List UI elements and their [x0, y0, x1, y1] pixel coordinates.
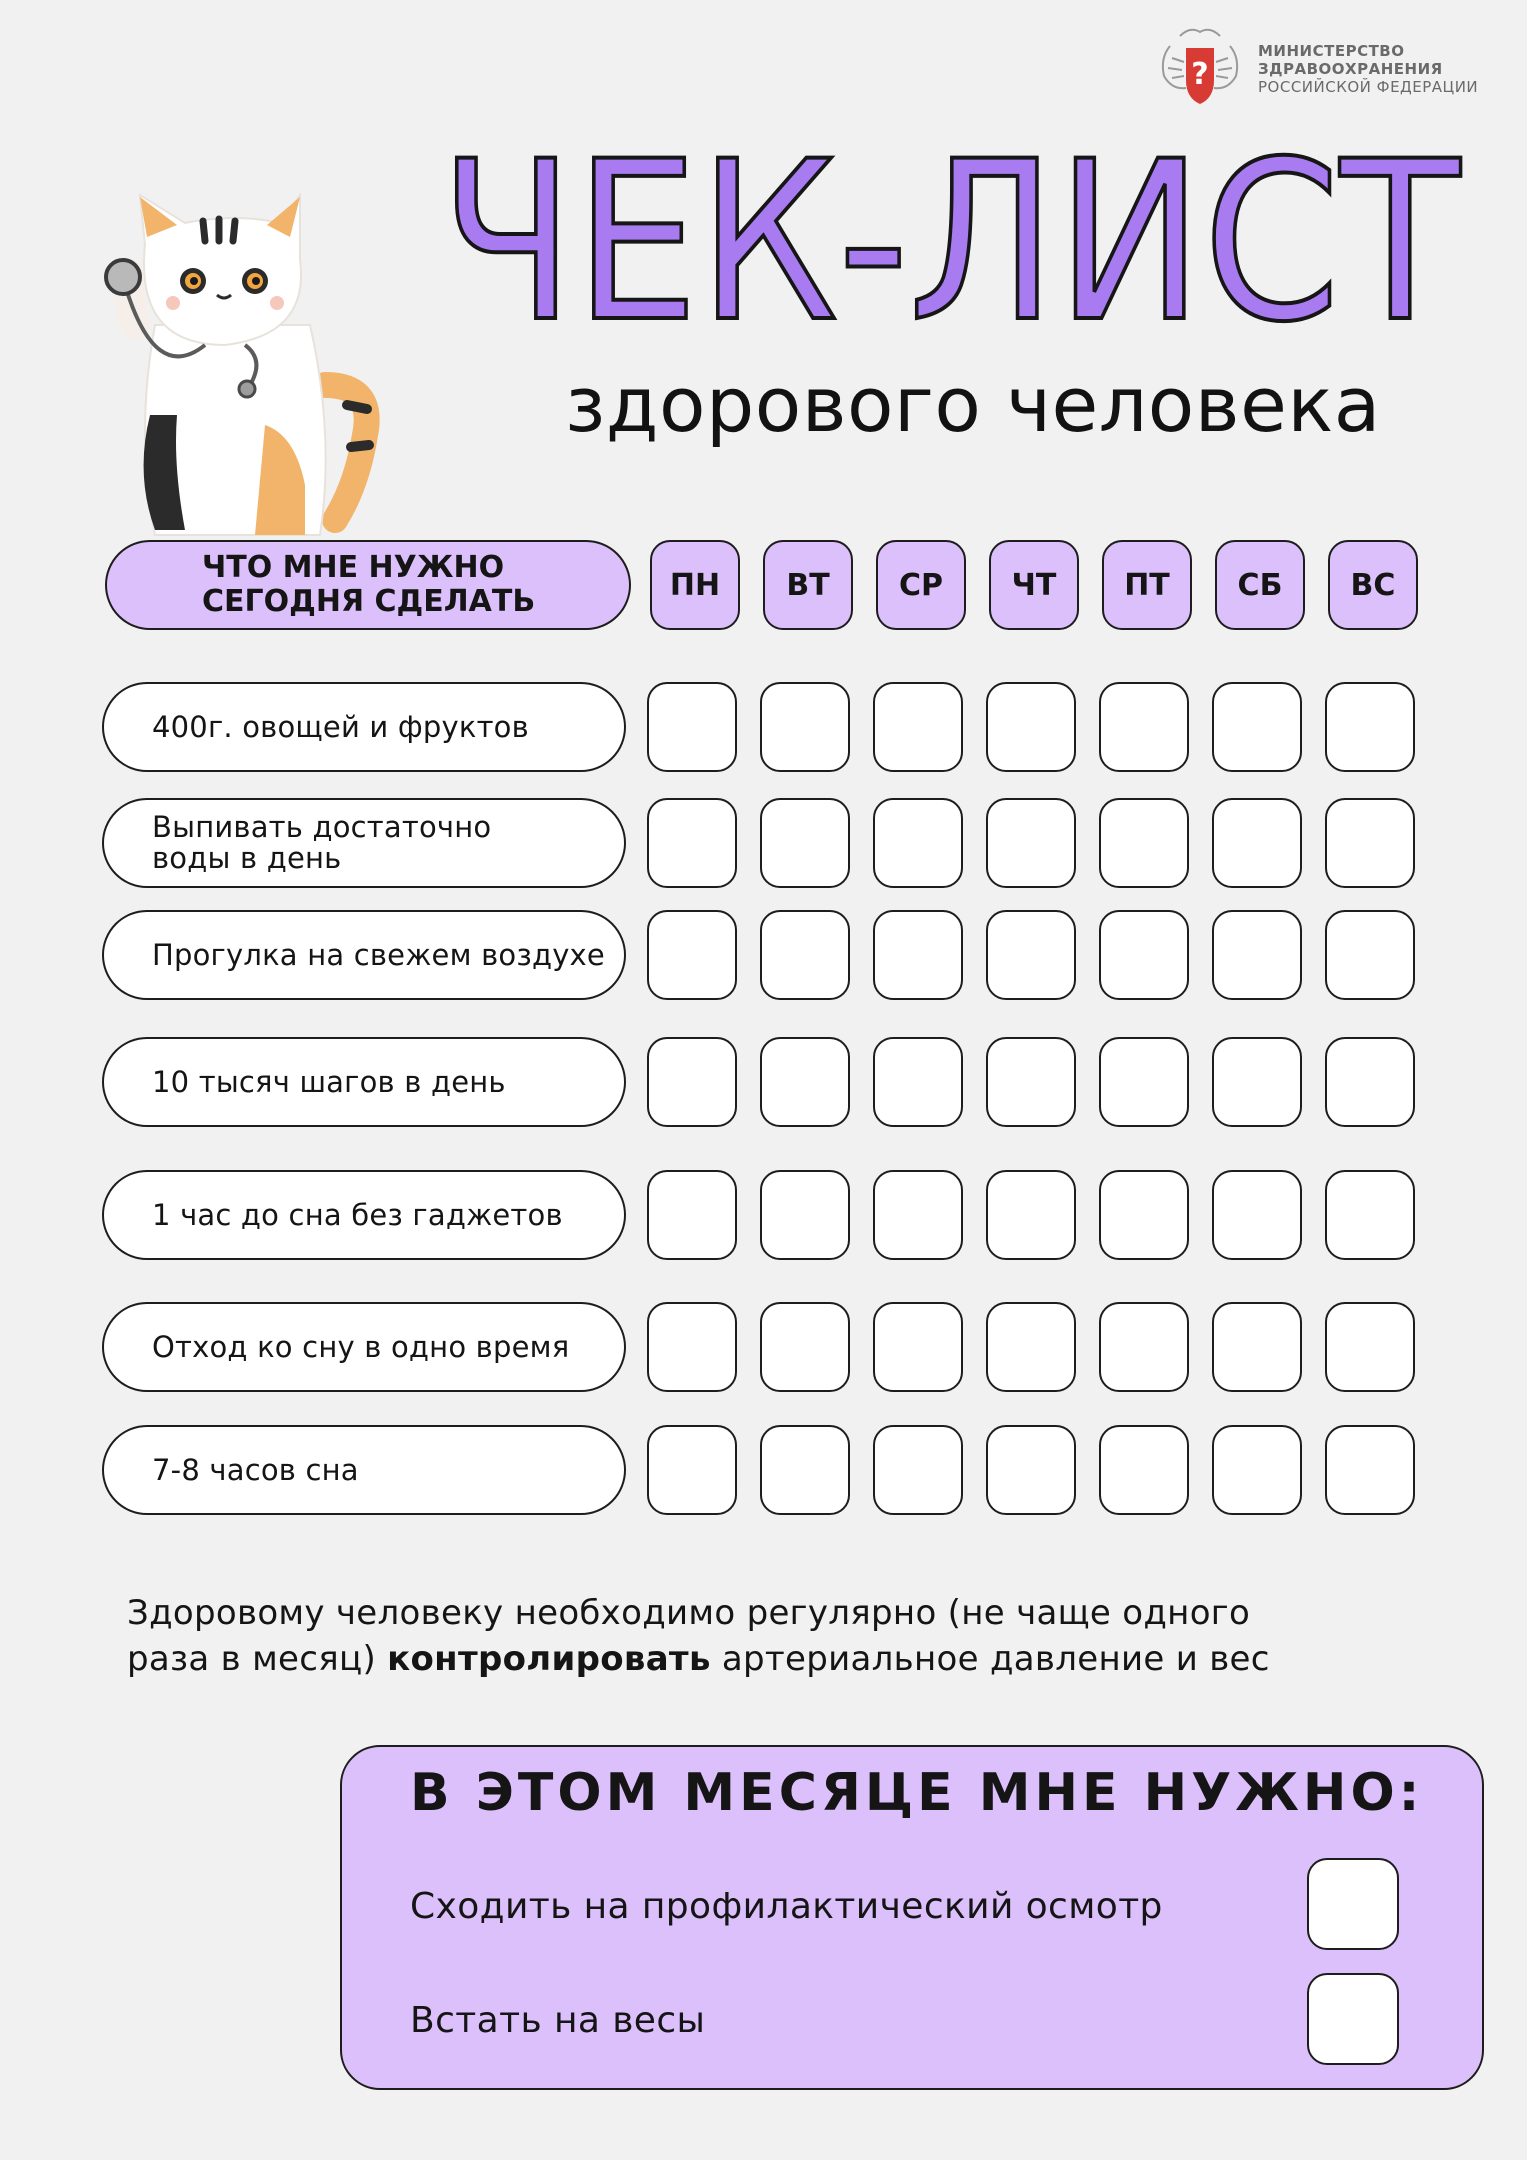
- checkbox-task-2-fri[interactable]: [1099, 798, 1189, 888]
- svg-text:?: ?: [1191, 57, 1209, 92]
- checkbox-task-1-thu[interactable]: [986, 682, 1076, 772]
- month-title: В ЭТОМ МЕСЯЦЕ МНЕ НУЖНО:: [410, 1763, 1424, 1823]
- ministry-line-1: МИНИСТЕРСТВО: [1258, 42, 1405, 60]
- checkbox-task-6-wed[interactable]: [873, 1302, 963, 1392]
- checkbox-task-1-tue[interactable]: [760, 682, 850, 772]
- day-header-wed: СР: [876, 540, 966, 630]
- task-label: 400г. овощей и фруктов: [152, 709, 529, 744]
- checkbox-task-3-tue[interactable]: [760, 910, 850, 1000]
- month-item-weigh: Встать на весы: [410, 2000, 706, 2041]
- task-label: Прогулка на свежем воздухе: [152, 937, 605, 972]
- checkbox-task-4-wed[interactable]: [873, 1037, 963, 1127]
- task-row-4: [102, 1037, 626, 1127]
- checkbox-task-3-mon[interactable]: [647, 910, 737, 1000]
- checkbox-task-7-wed[interactable]: [873, 1425, 963, 1515]
- checkbox-task-6-tue[interactable]: [760, 1302, 850, 1392]
- day-header-fri: ПТ: [1102, 540, 1192, 630]
- task-row-3: [102, 910, 626, 1000]
- task-row-7: [102, 1425, 626, 1515]
- checkbox-task-6-fri[interactable]: [1099, 1302, 1189, 1392]
- todo-header-label: ЧТО МНЕ НУЖНО СЕГОДНЯ СДЕЛАТЬ: [202, 550, 536, 619]
- page-subtitle: здорового человека: [565, 360, 1381, 449]
- checkbox-task-7-sat[interactable]: [1212, 1425, 1302, 1515]
- task-label: 10 тысяч шагов в день: [152, 1064, 506, 1099]
- checkbox-task-5-thu[interactable]: [986, 1170, 1076, 1260]
- day-header-thu: ЧТ: [989, 540, 1079, 630]
- checkbox-task-6-sat[interactable]: [1212, 1302, 1302, 1392]
- checkbox-task-2-thu[interactable]: [986, 798, 1076, 888]
- checkbox-task-5-fri[interactable]: [1099, 1170, 1189, 1260]
- checkbox-task-4-sun[interactable]: [1325, 1037, 1415, 1127]
- checkbox-task-7-sun[interactable]: [1325, 1425, 1415, 1515]
- checkbox-task-4-fri[interactable]: [1099, 1037, 1189, 1127]
- health-note: [127, 1590, 1327, 1682]
- task-label: Отход ко сну в одно время: [152, 1329, 570, 1364]
- task-row-2: [102, 798, 626, 888]
- checkbox-task-4-thu[interactable]: [986, 1037, 1076, 1127]
- task-label: 7-8 часов сна: [152, 1452, 359, 1487]
- checkbox-task-7-tue[interactable]: [760, 1425, 850, 1515]
- checkbox-task-7-thu[interactable]: [986, 1425, 1076, 1515]
- checkbox-task-5-mon[interactable]: [647, 1170, 737, 1260]
- checkbox-task-6-thu[interactable]: [986, 1302, 1076, 1392]
- todo-header: [105, 540, 631, 630]
- task-row-6: [102, 1302, 626, 1392]
- checkbox-task-5-tue[interactable]: [760, 1170, 850, 1260]
- checkbox-task-6-mon[interactable]: [647, 1302, 737, 1392]
- day-header-sun: ВС: [1328, 540, 1418, 630]
- checkbox-task-5-sat[interactable]: [1212, 1170, 1302, 1260]
- task-label: Выпивать достаточно воды в день: [152, 810, 492, 875]
- checkbox-task-4-mon[interactable]: [647, 1037, 737, 1127]
- ministry-line-3: РОССИЙСКОЙ ФЕДЕРАЦИИ: [1258, 78, 1479, 96]
- checkbox-task-3-wed[interactable]: [873, 910, 963, 1000]
- checkbox-task-3-sun[interactable]: [1325, 910, 1415, 1000]
- task-row-5: [102, 1170, 626, 1260]
- checkbox-task-1-sun[interactable]: [1325, 682, 1415, 772]
- checkbox-task-1-fri[interactable]: [1099, 682, 1189, 772]
- day-header-sat: СБ: [1215, 540, 1305, 630]
- checkbox-task-2-wed[interactable]: [873, 798, 963, 888]
- day-header-tue: ВТ: [763, 540, 853, 630]
- note-bold-word: контролировать: [387, 1639, 711, 1679]
- page-title: [430, 150, 1470, 340]
- coat-of-arms-icon: [1150, 18, 1250, 118]
- checkbox-task-1-mon[interactable]: [647, 682, 737, 772]
- checkbox-task-7-fri[interactable]: [1099, 1425, 1189, 1515]
- checkbox-task-2-mon[interactable]: [647, 798, 737, 888]
- title-text: ЧЕК-ЛИСТ: [440, 150, 1462, 340]
- checkbox-task-1-wed[interactable]: [873, 682, 963, 772]
- day-header-mon: ПН: [650, 540, 740, 630]
- checkbox-task-2-tue[interactable]: [760, 798, 850, 888]
- checkbox-task-3-sat[interactable]: [1212, 910, 1302, 1000]
- checkbox-task-5-wed[interactable]: [873, 1170, 963, 1260]
- task-row-1: [102, 682, 626, 772]
- month-item-checkup: Сходить на профилактический осмотр: [410, 1886, 1163, 1927]
- checkbox-task-3-thu[interactable]: [986, 910, 1076, 1000]
- ministry-logo: [1150, 18, 1520, 128]
- checkbox-task-3-fri[interactable]: [1099, 910, 1189, 1000]
- month-checkbox-checkup[interactable]: [1307, 1858, 1399, 1950]
- checkbox-task-1-sat[interactable]: [1212, 682, 1302, 772]
- cat-doctor-illustration: [95, 185, 395, 545]
- checkbox-task-6-sun[interactable]: [1325, 1302, 1415, 1392]
- note-text-1: Здоровому человеку необходимо регулярно (не чаще одного раза в месяц): [127, 1593, 1251, 1679]
- checkbox-task-2-sat[interactable]: [1212, 798, 1302, 888]
- checkbox-task-7-mon[interactable]: [647, 1425, 737, 1515]
- task-label: 1 час до сна без гаджетов: [152, 1197, 563, 1232]
- note-text-2: артериальное давление и вес: [710, 1639, 1270, 1679]
- checkbox-task-5-sun[interactable]: [1325, 1170, 1415, 1260]
- checkbox-task-4-sat[interactable]: [1212, 1037, 1302, 1127]
- ministry-line-2: ЗДРАВООХРАНЕНИЯ: [1258, 60, 1443, 78]
- checkbox-task-4-tue[interactable]: [760, 1037, 850, 1127]
- month-checkbox-weigh[interactable]: [1307, 1973, 1399, 2065]
- checkbox-task-2-sun[interactable]: [1325, 798, 1415, 888]
